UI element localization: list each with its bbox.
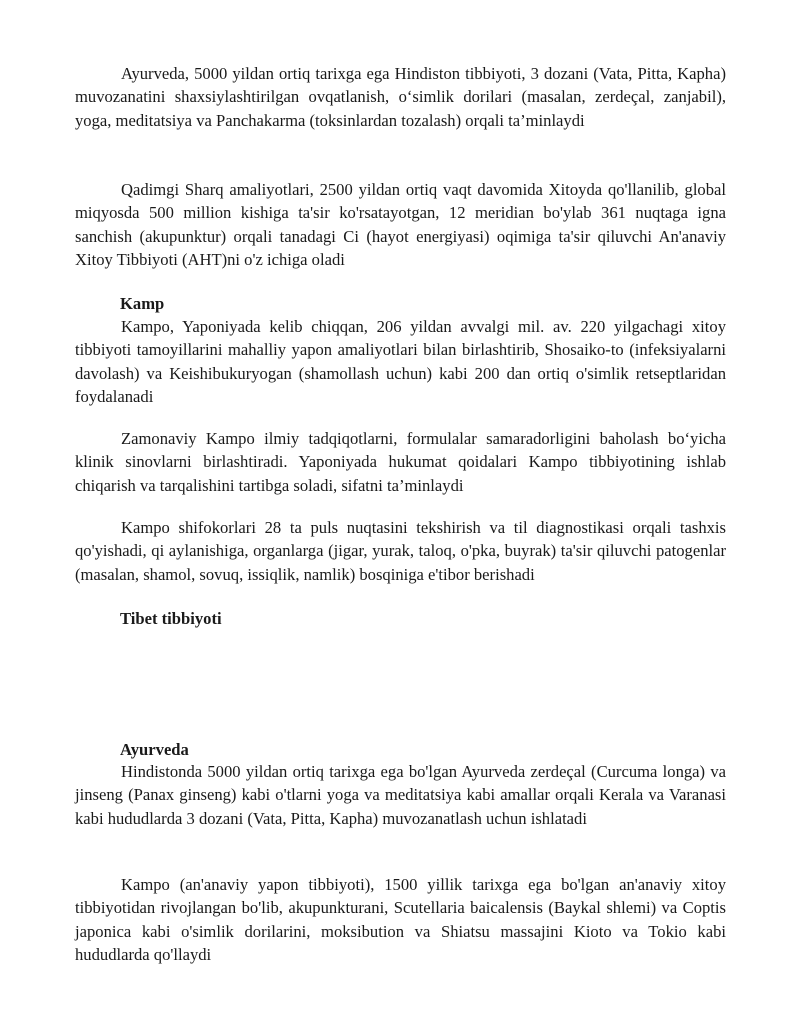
heading-kamp: Kamp	[120, 294, 165, 313]
paragraph-ayurveda-herbs: Hindistonda 5000 yildan ortiq tarixga ega bo'lgan Ayurveda zerdeçal (Curcuma longa) va jinseng (Panax ginseng) kabi o'tlarni yoga va meditatsiya kabi amallar orqali Kerala va Varanasi kabi hududlarda 3 dozani (Vata, Pitta, Kapha) muvozanatlash uchun ishlatadi	[75, 762, 726, 828]
paragraph-kampo-japanese: Kampo (an'anaviy yapon tibbiyoti), 1500 yillik tarixga ega bo'lgan an'anaviy xitoy tibbiyotidan rivojlangan bo'lib, akupunkturani, Scutellaria baicalensis (Baykal shlemi) va Coptis japonica kabi o'simlik dorilarini, moksibution va Shiatsu massajini Kioto va Tokio kabi hududlarda qo'llaydi	[75, 875, 726, 964]
paragraph-modern-kampo: Zamonaviy Kampo ilmiy tadqiqotlarni, formulalar samaradorligini baholash bo‘yicha klinik sinovlarni birlashtiradi. Yaponiyada hukumat qoidalari Kampo tibbiyotining ishlab chiqarish va tarqalishini tartibga soladi, sifatni ta’minlaydi	[75, 429, 726, 495]
heading-ayurveda: Ayurveda	[120, 740, 189, 759]
paragraph-kampo-diagnosis: Kampo shifokorlari 28 ta puls nuqtasini tekshirish va til diagnostikasi orqali tashxis qo'yishadi, qi aylanishiga, organlarga (jigar, yurak, taloq, o'pka, buyrak) ta'sir qiluvchi patogenlar (masalan, shamol, sovuq, issiqlik, namlik) bosqiniga e'tibor berishadi	[75, 518, 726, 584]
heading-tibet: Tibet tibbiyoti	[120, 609, 222, 628]
paragraph-ayurveda-intro: Ayurveda, 5000 yildan ortiq tarixga ega Hindiston tibbiyoti, 3 dozani (Vata, Pitta, Kapha) muvozanatini shaxsiylashtirilgan ovqatlanish, o‘simlik dorilari (masalan, zerdeçal, zanjabil), yoga, meditatsiya va Panchakarma (toksinlardan tozalash) orqali ta’minlaydi	[75, 64, 726, 130]
paragraph-tcm: Qadimgi Sharq amaliyotlari, 2500 yildan ortiq vaqt davomida Xitoyda qo'llanilib, global miqyosda 500 million kishiga ta'sir ko'rsatayotgan, 12 meridian bo'ylab 361 nuqtaga igna sanchish (akupunktur) orqali tanadagi Ci (hayot energiyasi) oqimiga ta'sir qiluvchi An'anaviy Xitoy Tibbiyoti (AHT)ni o'z ichiga oladi	[75, 180, 726, 269]
paragraph-kampo-origin: Kampo, Yaponiyada kelib chiqqan, 206 yildan avvalgi mil. av. 220 yilgachagi xitoy tibbiyoti tamoyillarini mahalliy yapon amaliyotlari bilan birlashtirib, Shosaiko-to (infeksiyalarni davolash) va Keishibukuryogan (shamollash uchun) kabi 200 dan ortiq o'simlik retseptlaridan foydalanadi	[75, 317, 726, 406]
